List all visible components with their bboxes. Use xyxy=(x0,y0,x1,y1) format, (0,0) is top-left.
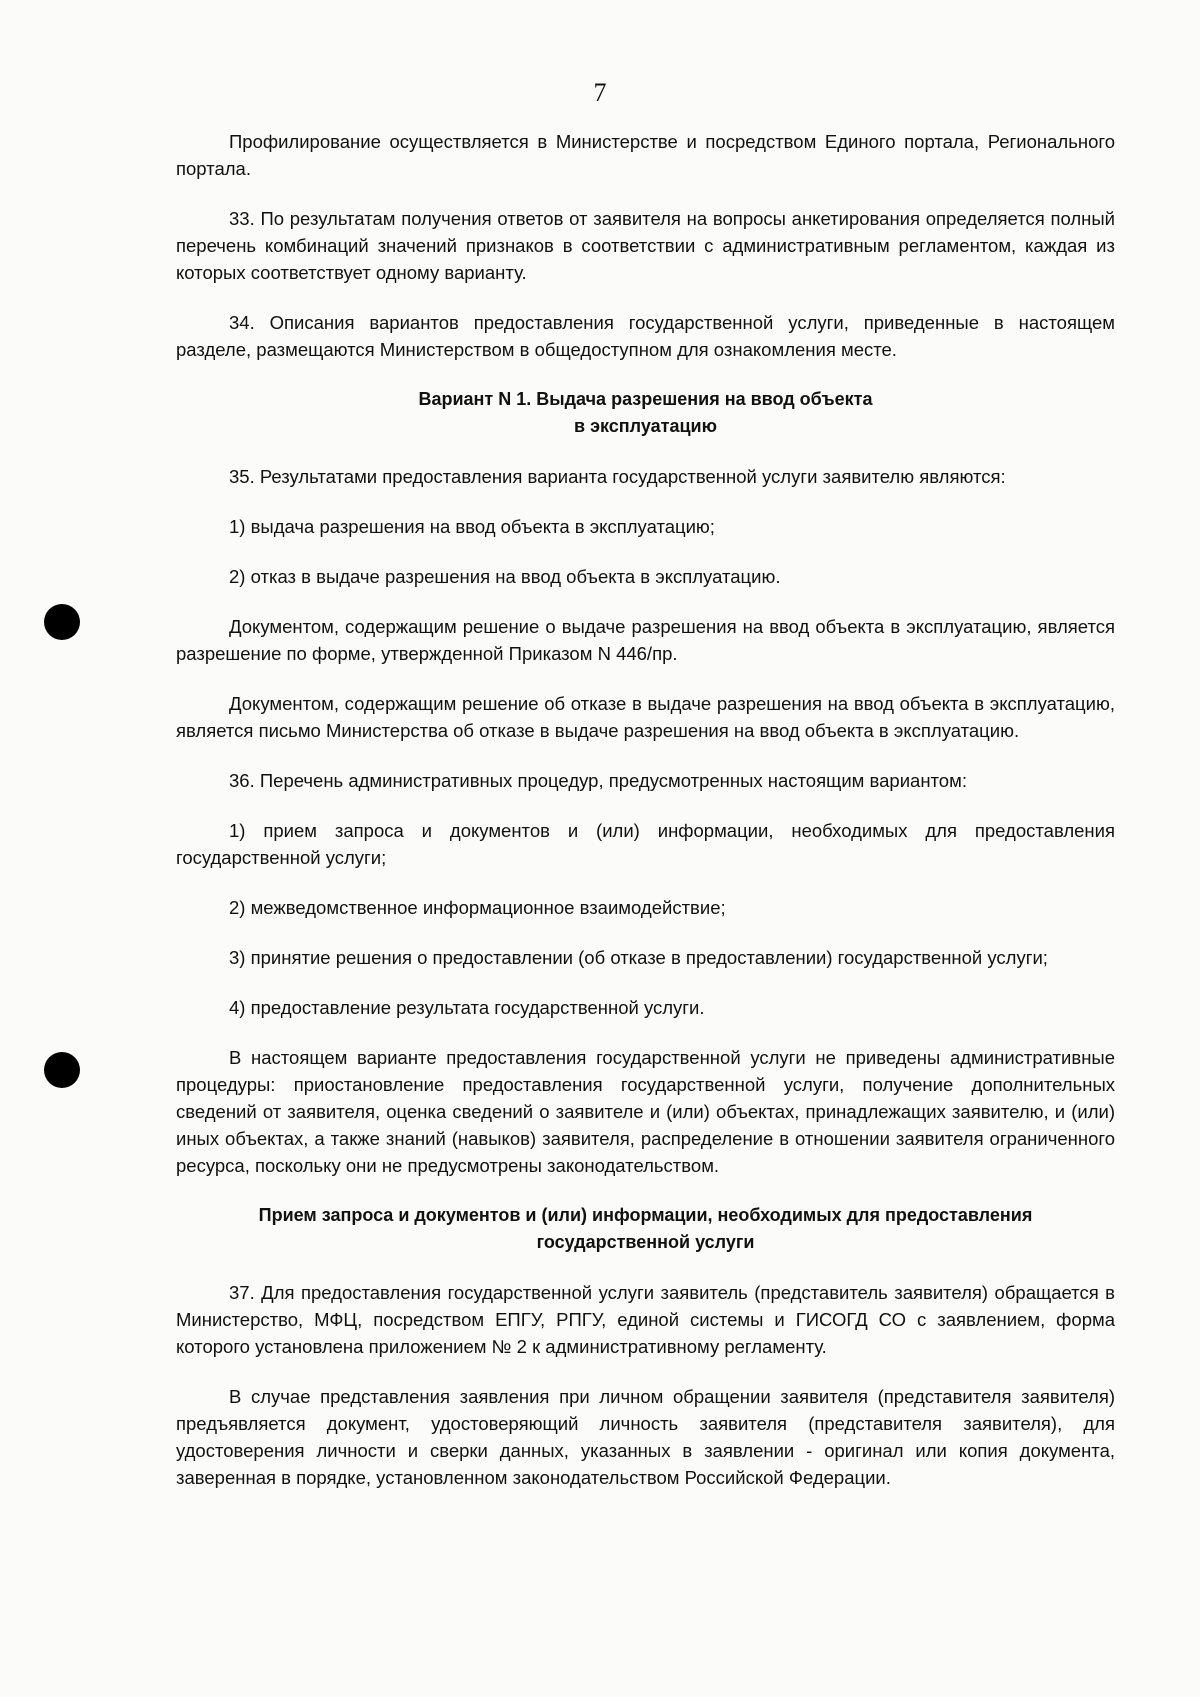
binder-hole-bottom xyxy=(44,1052,80,1088)
paragraph: Документом, содержащим решение о выдаче разрешения на ввод объекта в эксплуатацию, является разрешение по форме, утвержденной Приказом N 446/пр. xyxy=(176,616,1115,664)
paragraph: Документом, содержащим решение об отказе в выдаче разрешения на ввод объекта в эксплуатацию, является письмо Министерства об отказе в выдаче разрешения на ввод объекта в эксплуатацию. xyxy=(176,693,1115,741)
list-item: 2) межведомственное информационное взаимодействие; xyxy=(229,897,726,918)
list-item: 3) принятие решения о предоставлении (об отказе в предоставлении) государственной услуги; xyxy=(229,947,1048,968)
paragraph: 33. По результатам получения ответов от заявителя на вопросы анкетирования определяется полный перечень комбинаций значений признаков в соответствии с административным регламентом, каждая из которых соответствует одному варианту. xyxy=(176,208,1115,283)
page-number: 7 xyxy=(593,78,607,107)
heading-line: государственной услуги xyxy=(536,1232,755,1252)
heading-line: Прием запроса и документов и (или) информации, необходимых для предоставления xyxy=(258,1205,1033,1225)
paragraph: 37. Для предоставления государственной услуги заявитель (представитель заявителя) обращается в Министерство, МФЦ, посредством ЕПГУ, РПГУ, единой системы и ГИСОГД СО с заявлением, форма которого установлена приложением № 2 к административному регламенту. xyxy=(176,1282,1115,1357)
document-body xyxy=(176,128,1115,1514)
heading-line: в эксплуатацию xyxy=(574,416,717,436)
list-item: 1) выдача разрешения на ввод объекта в эксплуатацию; xyxy=(229,516,715,537)
heading-line: Вариант N 1. Выдача разрешения на ввод объекта xyxy=(418,389,873,409)
paragraph: В настоящем варианте предоставления государственной услуги не приведены административные процедуры: приостановление предоставления государственной услуги, получение дополнительных сведений от заявителя, оценка сведений о заявителе и (или) объектах, принадлежащих заявителю, и (или) иных объектах, а также знаний (навыков) заявителя, распределение в отношении заявителя ограниченного ресурса, поскольку они не предусмотрены законодательством. xyxy=(176,1047,1115,1176)
section-heading xyxy=(176,1202,1115,1256)
paragraph: 36. Перечень административных процедур, предусмотренных настоящим вариантом: xyxy=(229,770,967,791)
paragraph: В случае представления заявления при личном обращении заявителя (представителя заявителя) предъявляется документ, удостоверяющий личность заявителя (представителя заявителя), для удостоверения личности и сверки данных, указанных в заявлении - оригинал или копия документа, заверенная в порядке, установленном законодательством Российской Федерации. xyxy=(176,1386,1115,1488)
list-item: 2) отказ в выдаче разрешения на ввод объекта в эксплуатацию. xyxy=(229,566,781,587)
list-item: 4) предоставление результата государственной услуги. xyxy=(229,997,705,1018)
paragraph: 34. Описания вариантов предоставления государственной услуги, приведенные в настоящем разделе, размещаются Министерством в общедоступном для ознакомления месте. xyxy=(176,312,1115,360)
list-item: 1) прием запроса и документов и (или) информации, необходимых для предоставления государственной услуги; xyxy=(176,820,1115,868)
section-heading xyxy=(176,386,1115,440)
paragraph: 35. Результатами предоставления варианта государственной услуги заявителю являются: xyxy=(229,466,1006,487)
paragraph: Профилирование осуществляется в Министерстве и посредством Единого портала, Регионального портала. xyxy=(176,131,1115,179)
binder-hole-top xyxy=(44,604,80,640)
